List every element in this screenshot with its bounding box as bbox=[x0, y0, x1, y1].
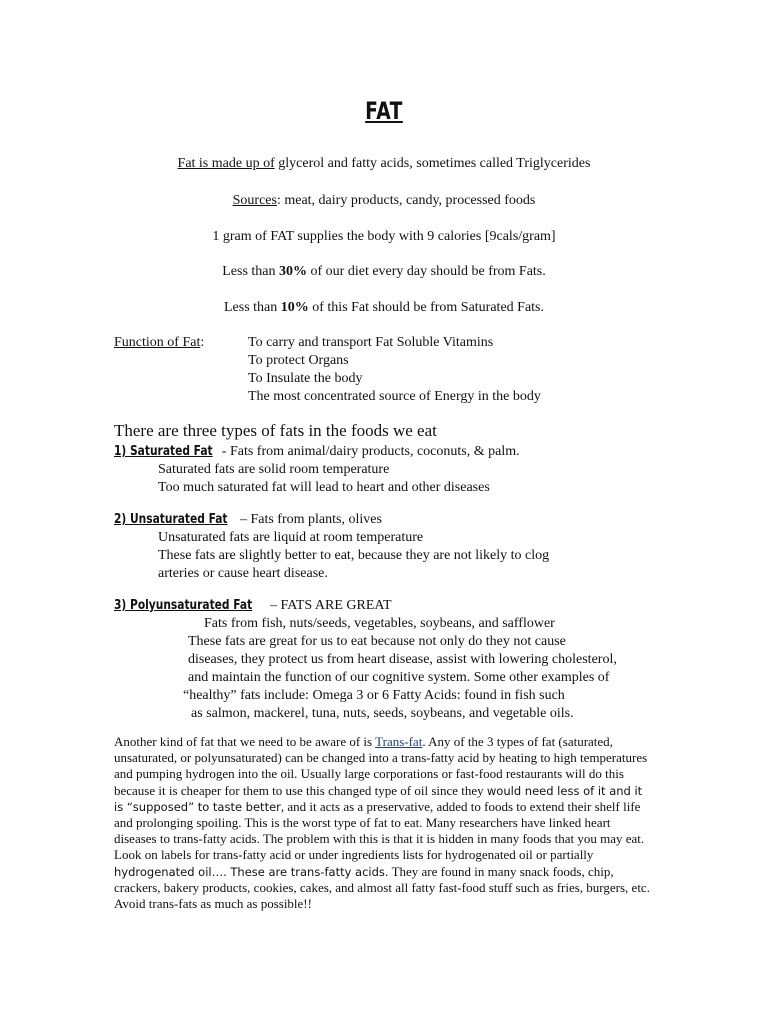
trans-fat-link[interactable]: Trans-fat bbox=[375, 734, 423, 749]
trans-fat-paragraph bbox=[114, 734, 654, 912]
polyunsaturated-line-3: diseases, they protect us from heart disease, assist with lowering cholesterol, bbox=[188, 652, 617, 667]
polyunsaturated-line-1: Fats from fish, nuts/seeds, vegetables, soybeans, and safflower bbox=[204, 616, 555, 631]
function-label-text: Function of Fat bbox=[114, 335, 201, 350]
calories-line: 1 gram of FAT supplies the body with 9 calories [9cals/gram] bbox=[212, 229, 556, 244]
sat-pre: Less than bbox=[223, 300, 281, 315]
trans-fat-text-2: , and it acts as a preservative, added to foods to extend their shelf life and prolonging spoiling. This is the worst type of fat to eat. Many researchers have linked heart diseases to trans-fatty acids. The problem with this is that it is hidden in many foods that you may eat. Look on labels for trans-fatty acid or under ingredients lists for hydrogenated oil or partially bbox=[114, 798, 645, 863]
types-heading: There are three types of fats in the foods we eat bbox=[114, 421, 437, 440]
saturated-fat-desc: - Fats from animal/dairy products, coconuts, & palm. bbox=[218, 444, 520, 459]
page-title: FAT bbox=[365, 97, 403, 125]
polyunsaturated-fat-desc: – FATS ARE GREAT bbox=[266, 598, 392, 613]
polyunsaturated-line-4: and maintain the function of our cognitive system. Some other examples of bbox=[188, 670, 610, 685]
diet-post: of our diet every day should be from Fats. bbox=[307, 264, 546, 279]
fat-composition-line bbox=[0, 155, 768, 173]
polyunsaturated-line-6: as salmon, mackerel, tuna, nuts, seeds, soybeans, and vegetable oils. bbox=[191, 706, 574, 721]
saturated-fat-heading bbox=[114, 443, 520, 461]
unsaturated-line: These fats are slightly better to eat, because they are not likely to clog bbox=[158, 548, 550, 563]
saturated-line: Saturated fats are solid room temperature bbox=[158, 462, 390, 477]
saturated-fat-lines bbox=[158, 461, 490, 497]
function-item: To Insulate the body bbox=[248, 371, 363, 386]
made-up-text: glycerol and fatty acids, sometimes called Triglycerides bbox=[274, 156, 591, 171]
saturated-fat-title: 1) Saturated Fat bbox=[114, 444, 213, 459]
function-label-colon: : bbox=[200, 335, 205, 350]
sat-percent: 10% bbox=[280, 300, 309, 315]
unsaturated-fat-title: 2) Unsaturated Fat bbox=[114, 512, 228, 527]
sat-post: of this Fat should be from Saturated Fats. bbox=[308, 300, 545, 315]
saturated-percent-line bbox=[0, 299, 768, 317]
function-item: The most concentrated source of Energy in the body bbox=[248, 389, 541, 404]
diet-percent-line bbox=[0, 263, 768, 281]
function-list bbox=[248, 334, 541, 406]
made-up-label: Fat is made up of bbox=[177, 156, 275, 171]
polyunsaturated-line-2: These fats are great for us to eat because not only do they not cause bbox=[188, 634, 566, 649]
saturated-line: Too much saturated fat will lead to heart and other diseases bbox=[158, 480, 490, 495]
sources-label: Sources bbox=[232, 193, 277, 208]
trans-fat-text-1: . Any of the 3 types of fat (saturated, unsaturated, or polyunsaturated) can be changed into a trans-fatty acid by heating to high temperatures and pumping hydrogen into the oil. Usually large corporations or fast-food restaurants will do this because it is cheaper for them to use this changed type of oil since they bbox=[114, 734, 648, 798]
diet-pre: Less than bbox=[222, 264, 280, 279]
function-item: To carry and transport Fat Soluble Vitamins bbox=[248, 335, 494, 350]
diet-percent: 30% bbox=[279, 264, 308, 279]
trans-fat-sans-text-2: hydrogenated oil…. These are trans-fatty acids. bbox=[114, 864, 389, 879]
unsaturated-line: Unsaturated fats are liquid at room temperature bbox=[158, 530, 424, 545]
polyunsaturated-fat-title: 3) Polyunsaturated Fat bbox=[114, 598, 253, 613]
trans-fat-text-3: They are found in many snack foods, chip, crackers, bakery products, cookies, cakes, and almost all fatty fast-food stuff such as fries, burgers, etc. Avoid trans-fats as much as possible!! bbox=[114, 863, 650, 912]
function-item: To protect Organs bbox=[248, 353, 349, 368]
sources-text: : meat, dairy products, candy, processed foods bbox=[276, 193, 536, 208]
trans-fat-sans-text-1: would need less of it and it is “supposed” to taste better bbox=[114, 783, 643, 814]
function-of-fat-label bbox=[114, 334, 204, 352]
unsaturated-line: arteries or cause heart disease. bbox=[158, 566, 328, 581]
sources-line bbox=[0, 192, 768, 210]
unsaturated-fat-heading bbox=[114, 511, 382, 529]
trans-fat-pre: Another kind of fat that we need to be aware of is bbox=[114, 734, 376, 749]
unsaturated-fat-lines bbox=[158, 529, 549, 583]
unsaturated-fat-desc: – Fats from plants, olives bbox=[236, 512, 382, 527]
polyunsaturated-fat-heading bbox=[114, 597, 392, 615]
polyunsaturated-line-5: “healthy” fats include: Omega 3 or 6 Fatty Acids: found in fish such bbox=[183, 688, 565, 703]
